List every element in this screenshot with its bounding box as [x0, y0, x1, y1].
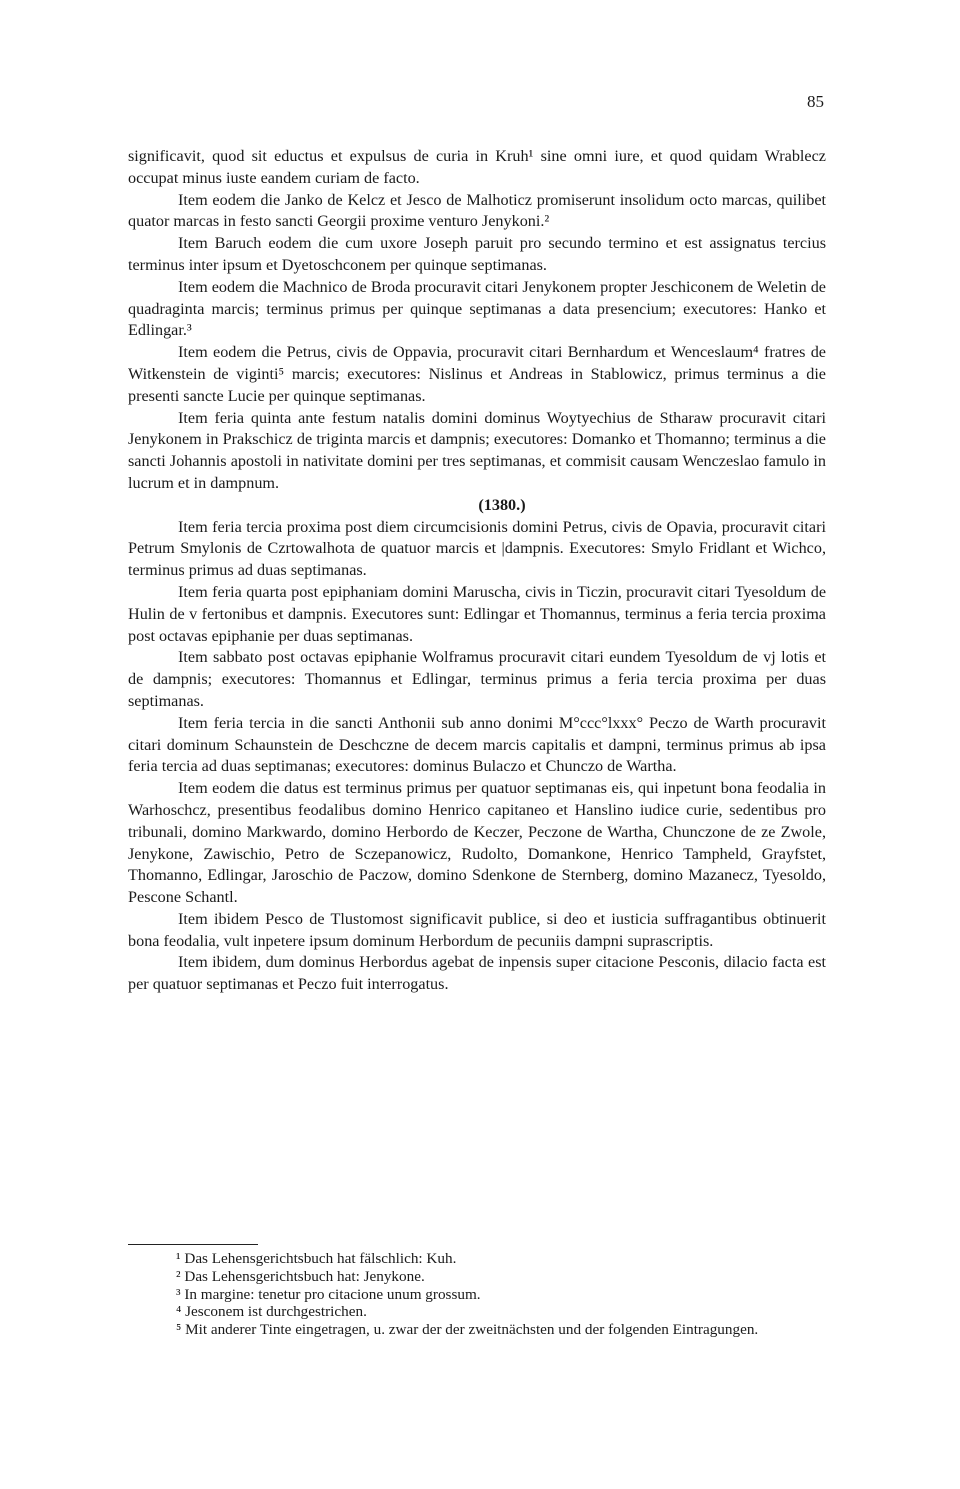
paragraph: Item feria tercia proxima post diem circumcisionis domini Petrus, civis de Opavia, procuravit citari Petrum Smylonis de Czrtowalhota de quatuor marcis et |dampnis. Executores: Smylo Fridlant et Wichco, terminus primus ad duas septimanas.	[128, 517, 826, 580]
page-number: 85	[807, 92, 824, 111]
paragraph: Item feria quarta post epiphaniam domini Maruscha, civis in Ticzin, procuravit citari Tyesoldum de Hulin de v fertonibus et dampnis. Executores sunt: Edlingar et Thomannus, terminus a feria tercia proxima post octavas epiphanie per duas septimanas.	[128, 582, 826, 645]
paragraph: Item ibidem Pesco de Tlustomost significavit publice, si deo et iusticia suffragantibus obtinuerit bona feodalia, vult inpetere ipsum dominum Herbordum de pecuniis dampni suprascriptis.	[128, 909, 826, 950]
footnote-divider	[128, 1244, 258, 1245]
paragraph: Item eodem die Petrus, civis de Oppavia, procuravit citari Bernhardum et Wenceslaum⁴ fratres de Witkenstein de viginti⁵ marcis; executores: Nislinus et Andreas in Stablowicz, primus terminus a die presenti sancte Lucie per quinque septimanas.	[128, 343, 826, 405]
footnote: ⁴ Jesconem ist durchgestrichen.	[176, 1303, 367, 1321]
paragraph: Item eodem die Machnico de Broda procuravit citari Jenykonem propter Jeschiconem de Weletin de quadraginta marcis; terminus primus per quinque septimanas a data presencium; executores: Hanko et Edlingar.³	[128, 277, 826, 340]
footnotes	[128, 1250, 826, 1339]
paragraph: significavit, quod sit eductus et expulsus de curia in Kruh¹ sine omni iure, et quod quidam Wrablecz occupat minus iuste eandem curiam de facto.	[128, 147, 826, 187]
paragraph: Item feria tercia in die sancti Anthonii sub anno donimi M°ccc°lxxx° Peczo de Warth procuravit citari dominum Schaunstein de Deschczne de decem marcis capitalis et dampni, terminus primus ab ipsa feria tercia ad duas septimanas; executores: dominus Bulaczo et Chunczo de Wartha.	[128, 713, 826, 776]
footnote: ⁵ Mit anderer Tinte eingetragen, u. zwar der der zweitnächsten und der folgenden Eintragungen.	[176, 1321, 759, 1339]
footnote: ³ In margine: tenetur pro citacione unum grossum.	[176, 1285, 481, 1303]
paragraph: Item feria quinta ante festum natalis domini dominus Woytyechius de Stharaw procuravit citari Jenykonem in Prakschicz de triginta marcis et dampnis; executores: Domanko et Thomanno; terminus a die sancti Johannis apostoli in nativitate domini per tres septimanas, et commisit causam Wenczeslao famulo in lucrum et in dampnum.	[128, 408, 826, 492]
paragraph: Item eodem die Janko de Kelcz et Jesco de Malhoticz promiserunt insolidum octo marcas, quilibet quator marcas in festo sancti Georgii proxime venturo Jenykoni.²	[128, 190, 826, 231]
footnote: ² Das Lehensgerichtsbuch hat: Jenykone.	[176, 1267, 425, 1285]
main-text	[128, 146, 826, 996]
footnote: ¹ Das Lehensgerichtsbuch hat fälschlich: Kuh.	[176, 1250, 457, 1267]
paragraph: Item eodem die datus est terminus primus per quatuor septimanas eis, qui inpetunt bona feodalia in Warhoschcz, presentibus feodalibus domino Henrico capitaneo et Hanslino iudice curie, sedentibus pro tribunali, domino Markwardo, domino Herbordo de Keczer, Peczone de Wartha, Chunczone de ze Zwole, Jenykone, Zawischio, Petro de Sczepanowicz, Rudolto, Domankone, Henrico Tampheld, Grayfstet, Thomanno, Edlingar, Jaroschio de Paczow, domino Sdenkone de Sternberg, domino Mazanecz, Tyesoldo, Pescone Schantl.	[128, 779, 826, 907]
paragraph: Item sabbato post octavas epiphanie Wolframus procuravit citari eundem Tyesoldum de vj lotis et de dampnis; executores: Thomannus et Edlingar, terminus primus a feria tercia proxima per duas septimanas.	[128, 648, 826, 710]
paragraph: Item Baruch eodem die cum uxore Joseph paruit pro secundo termino et est assignatus tercius terminus inter ipsum et Dyetoschconem per quinque septimanas.	[128, 234, 826, 274]
paragraph: Item ibidem, dum dominus Herbordus agebat de inpensis super citacione Pesconis, dilacio facta est per quatuor septimanas et Peczo fuit interrogatus.	[128, 953, 826, 994]
year-heading: (1380.)	[478, 495, 526, 514]
